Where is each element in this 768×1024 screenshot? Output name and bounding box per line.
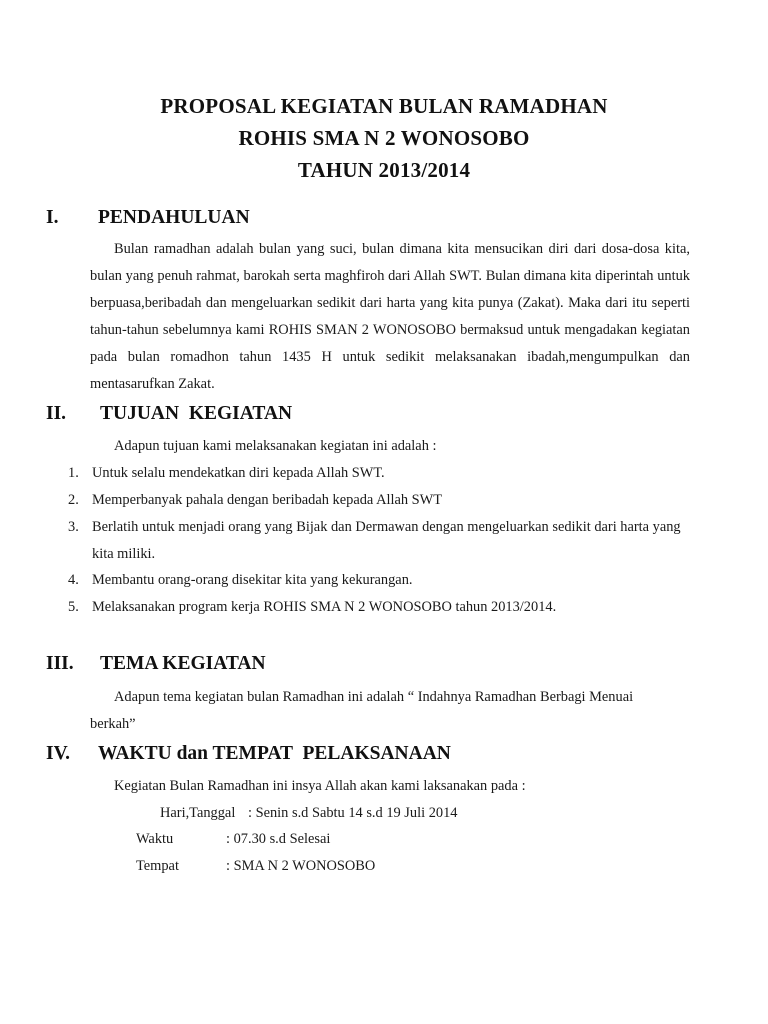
waktu-intro: Kegiatan Bulan Ramadhan ini insya Allah akan kami laksanakan pada :: [114, 778, 526, 794]
section-number: III.: [46, 653, 74, 674]
section-title: TUJUAN KEGIATAN: [100, 403, 293, 424]
section-number: IV.: [46, 743, 71, 764]
document-title-line-3: TAHUN 2013/2014: [297, 158, 471, 182]
detail-label: Waktu: [136, 831, 174, 847]
detail-label: Tempat: [136, 858, 179, 874]
detail-row-waktu: [136, 831, 331, 848]
tema-paragraph: Adapun tema kegiatan bulan Ramadhan ini adalah “ Indahnya Ramadhan Berbagi Menuai berkah”: [90, 689, 634, 732]
detail-row-tempat: [136, 858, 376, 875]
list-number: 2.: [68, 492, 79, 508]
section-title: PENDAHULUAN: [98, 207, 250, 228]
pendahuluan-paragraph: Bulan ramadhan adalah bulan yang suci, bulan dimana kita mensucikan diri dari dosa-dosa kita, bulan yang penuh rahmat, barokah serta maghfiroh dari Allah SWT. Bulan dimana kita diperintah untuk berpuasa,beribadah dan mengeluarkan sedikit dari harta yang kita punya (Zakat). Maka dari itu seperti tahun-tahun sebelumnya kami ROHIS SMAN 2 WONOSOBO bermaksud untuk mengadakan kegiatan pada bulan romadhon tahun 1435 H untuk sedikit melaksanakan ibadah,mengumpulkan dan mentasarufkan Zakat.: [90, 241, 690, 392]
detail-row-hari: [160, 805, 458, 822]
section-heading-tema: [46, 653, 446, 679]
section-heading-pendahuluan: [46, 207, 446, 233]
list-number: 1.: [68, 465, 79, 481]
section-title-part: TEMPAT PELAKSANAAN: [208, 743, 451, 764]
section-number: I.: [46, 207, 59, 228]
section-title-part: WAKTU: [98, 743, 177, 764]
tujuan-intro: Adapun tujuan kami melaksanakan kegiatan ini adalah :: [114, 438, 437, 454]
list-number: 5.: [68, 599, 79, 615]
list-text: Memperbanyak pahala dengan beribadah kepada Allah SWT: [92, 492, 443, 508]
section-title-part: dan: [176, 743, 209, 764]
list-text: Membantu orang-orang disekitar kita yang kekurangan.: [92, 572, 413, 588]
document-title-line-2: ROHIS SMA N 2 WONOSOBO: [238, 126, 530, 150]
section-heading-tujuan: [46, 403, 446, 429]
section-heading-waktu-tempat: [46, 743, 546, 769]
list-text: Melaksanakan program kerja ROHIS SMA N 2 WONOSOBO tahun 2013/2014.: [92, 599, 557, 615]
section-number: II.: [46, 403, 67, 424]
list-number: 4.: [68, 572, 79, 588]
detail-value: : 07.30 s.d Selesai: [226, 831, 331, 847]
detail-label: Hari,Tanggal: [160, 805, 236, 821]
document-title-line-1: PROPOSAL KEGIATAN BULAN RAMADHAN: [160, 94, 608, 118]
section-title: TEMA KEGIATAN: [100, 653, 266, 674]
list-text: Untuk selalu mendekatkan diri kepada Allah SWT.: [92, 465, 385, 481]
list-number: 3.: [68, 519, 79, 535]
list-text: Berlatih untuk menjadi orang yang Bijak dan Dermawan dengan mengeluarkan sedikit dari harta yang kita miliki.: [92, 519, 681, 562]
section-title: [98, 743, 451, 765]
detail-value: : Senin s.d Sabtu 14 s.d 19 Juli 2014: [248, 805, 458, 821]
detail-value: : SMA N 2 WONOSOBO: [226, 858, 376, 874]
